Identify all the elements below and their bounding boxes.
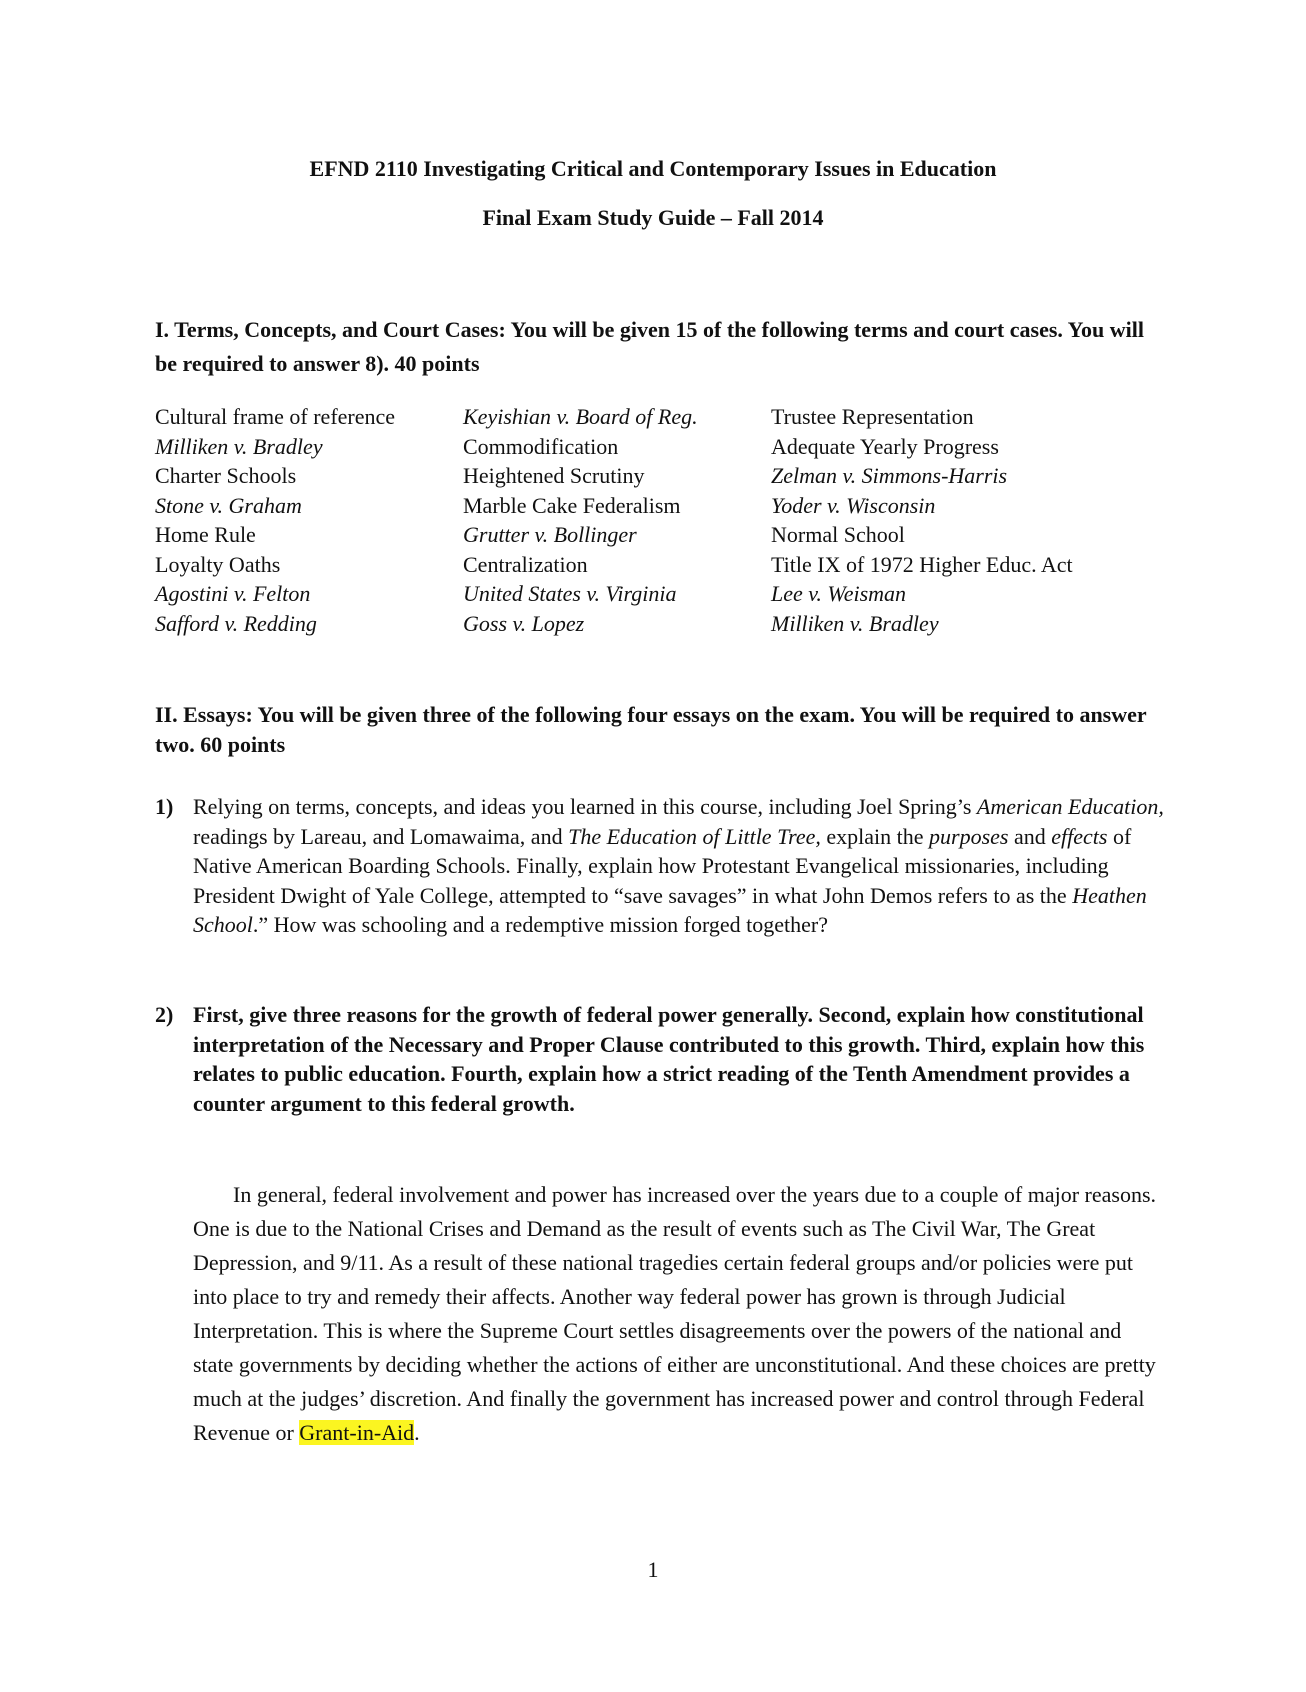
section-terms-heading: I. Terms, Concepts, and Court Cases: You will be given 15 of the following terms and court cases. You will be required to answer 8). 40 points <box>155 317 1144 376</box>
term-item: Zelman v. Simmons-Harris <box>771 463 1008 488</box>
term-item: Agostini v. Felton <box>155 581 311 606</box>
term-item: Lee v. Weisman <box>771 581 907 606</box>
essay-question-2 <box>155 1000 1165 1118</box>
section-essays-heading: II. Essays: You will be given three of the following four essays on the exam. You will be required to answer two. 60 points <box>155 702 1147 757</box>
term-item: Normal School <box>771 522 905 547</box>
term-item: Milliken v. Bradley <box>155 433 323 459</box>
term-item: Goss v. Lopez <box>463 610 585 636</box>
term-item: Centralization <box>463 551 588 577</box>
term-item: United States v. Virginia <box>463 581 677 606</box>
essay-question-text: First, give three reasons for the growth of federal power generally. Second, explain how constitutional interpretation of the Necessary and Proper Clause contributed to this growth. Third, explain how this relates to public education. Fourth, explain how a strict reading of the Tenth Amendment provides a counter argument to this federal growth. <box>193 1002 1145 1116</box>
term-item: Stone v. Graham <box>155 492 302 518</box>
document-title: EFND 2110 Investigating Critical and Contemporary Issues in Education <box>309 156 997 181</box>
essay-number: 1) <box>155 794 174 819</box>
term-item: Marble Cake Federalism <box>463 492 681 518</box>
term-item: Loyalty Oaths <box>155 551 281 577</box>
term-item: Milliken v. Bradley <box>771 610 939 636</box>
essay-question-1 <box>155 792 1165 940</box>
highlighted-text: Grant-in-Aid <box>299 1420 415 1445</box>
term-item: Cultural frame of reference <box>155 404 396 429</box>
term-item: Trustee Representation <box>771 404 974 429</box>
term-item: Adequate Yearly Progress <box>771 433 999 459</box>
terms-list <box>155 404 1171 640</box>
term-item: Keyishian v. Board of Reg. <box>463 404 698 429</box>
term-item: Home Rule <box>155 522 256 547</box>
term-item: Grutter v. Bollinger <box>463 522 637 547</box>
term-item: Safford v. Redding <box>155 610 317 636</box>
term-item: Commodification <box>463 433 619 459</box>
term-item: Charter Schools <box>155 463 297 488</box>
page-number: 1 <box>647 1557 659 1582</box>
term-item: Yoder v. Wisconsin <box>771 492 936 518</box>
term-item: Title IX of 1972 Higher Educ. Act <box>771 551 1073 577</box>
essay-question-text: Relying on terms, concepts, and ideas you learned in this course, including Joel Spring’s American Education, readings by Lareau, and Lomawaima, and The Education of Little Tree, explain the purposes and effects of Native American Boarding Schools. Finally, explain how Protestant Evangelical missionaries, including President Dwight of Yale College, attempted to “save savages” in what John Demos refers to as the Heathen School.” How was schooling and a redemptive mission forged together? <box>193 794 1164 937</box>
term-item: Heightened Scrutiny <box>463 463 645 488</box>
essay-number: 2) <box>155 1002 174 1027</box>
document-subtitle: Final Exam Study Guide – Fall 2014 <box>482 205 824 230</box>
essay-answer-paragraph: In general, federal involvement and power has increased over the years due to a couple of major reasons. One is due to the National Crises and Demand as the result of events such as The Civil War, The Great Depression, and 9/11. As a result of these national tragedies certain federal groups and/or policies were put into place to try and remedy their affects. Another way federal power has grown is through Judicial Interpretation. This is where the Supreme Court settles disagreements over the powers of the national and state governments by deciding whether the actions of either are unconstitutional. And these choices are pretty much at the judges’ discretion. And finally the government has increased power and control through Federal Revenue or Grant-in-Aid. <box>193 1182 1157 1445</box>
